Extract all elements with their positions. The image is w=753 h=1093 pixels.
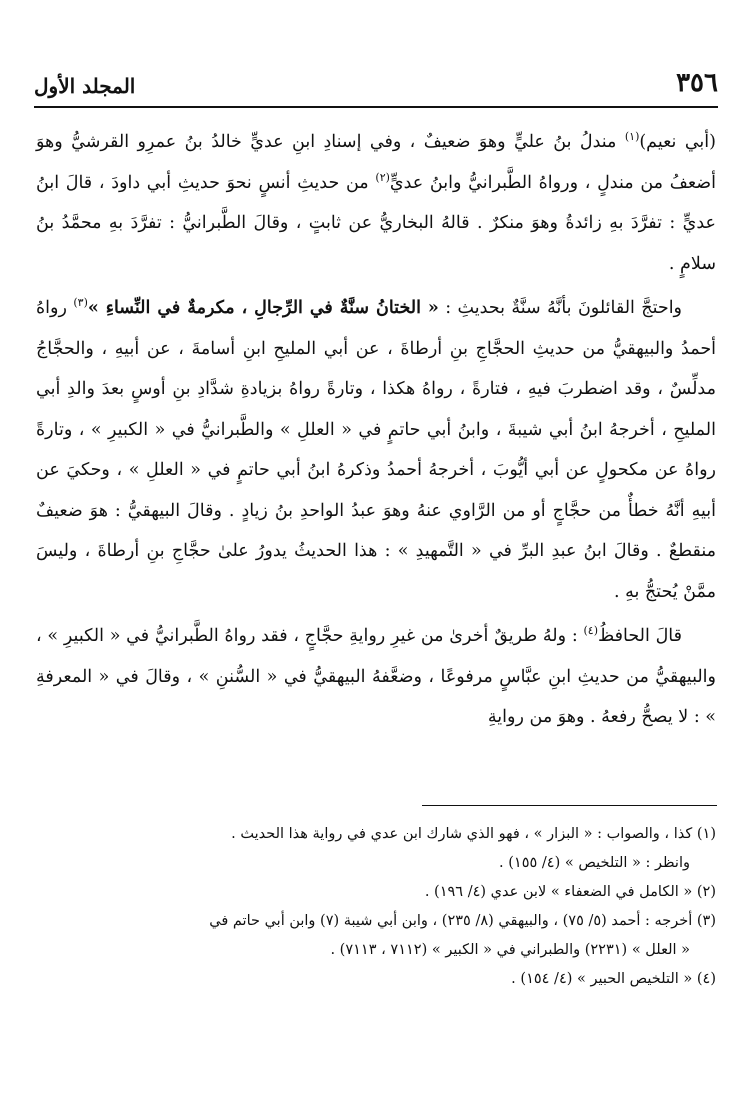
footnote-ref-3: (٣) (73, 296, 88, 310)
page-header (34, 62, 718, 108)
footnote-1: (١) كذا ، والصواب : « البزار » ، فهو الذي شارك ابن عدي في رواية هذا الحديث . وانظر : « التلخيص » (٤/ ١٥٥) . (231, 826, 716, 871)
footnote-divider (422, 805, 717, 806)
page-number: ٣٥٦ (676, 68, 718, 98)
footnote-ref-4: (٤) (583, 624, 599, 638)
footnote-ref-1: (١) (624, 130, 640, 144)
footnotes (36, 820, 716, 994)
hadith-quote: « الختانُ سنَّةٌ في الرِّجالِ ، مكرمةٌ في النِّساءِ » (87, 298, 439, 318)
footnote-2: (٢) « الكامل في الضعفاء » لابن عدي (٤/ ١٩٦) . (424, 884, 716, 900)
main-text (36, 122, 716, 738)
volume-title: المجلد الأول (34, 74, 136, 98)
footnote-ref-2: (٢) (375, 170, 390, 184)
paragraph-3: قالَ الحافظُ$^{(٤)}$ : ولهُ طريقٌ أخرىٰ من غيرِ روايةِ حجَّاجٍ ، فقد رواهُ الطَّبرانيُّ في « الكبيرِ » ، والبيهقيُّ من حديثِ ابنِ عبَّاسٍ مرفوعًا ، وضعَّفهُ البيهقيُّ في « السُّننِ » ، وقالَ في « المعرفةِ » : لا يصحُّ رفعهُ . وهوَ من روايةِ (36, 624, 716, 727)
paragraph-2: واحتجَّ القائلونَ بأنَّهُ سنَّةٌ بحديثِ : « الختانُ سنَّةٌ في الرِّجالِ ، مكرمةٌ في النِّساءِ »$^{(٣)}$ رواهُ أحمدُ والبيهقيُّ من حديثِ الحجَّاجِ بنِ أرطاةَ ، عن أبي المليحِ ابنِ أسامةَ ، عن أبيهِ ، والحجَّاجُ مدلِّسٌ ، وقد اضطربَ فيهِ ، فتارةً ، رواهُ هكذا ، وتارةً رواهُ بزيادةِ شدَّادِ بنِ أوسٍ بعدَ والدِ أبي المليحِ ، أخرجهُ ابنُ أبي شيبةَ ، وابنُ أبي حاتمٍ في « العللِ » والطَّبرانيُّ في « الكبيرِ » ، وتارةً رواهُ عن مكحولٍ عن أبي أيُّوبَ ، أخرجهُ أحمدُ وذكرهُ ابنُ أبي حاتمٍ في « العللِ » ، وحكيَ عن أبيهِ أنَّهُ خطأٌ من حجَّاجٍ أو من الرَّاوي عنهُ وهوَ عبدُ الواحدِ بنُ زيادٍ . وقالَ البيهقيُّ : هوَ ضعيفٌ منقطعٌ . وقالَ ابنُ عبدِ البرِّ في « التَّمهيدِ » : هذا الحديثُ يدورُ علىٰ حجَّاجِ بنِ أرطاةَ ، وليسَ ممَّنْ يُحتجُّ بهِ . (36, 296, 716, 602)
paragraph-1: (أبي نعيم)$^{(١)}$ مندلُ بنُ عليٍّ وهوَ ضعيفٌ ، وفي إسنادِ ابنِ عديٍّ خالدُ بنُ عمرِو القرشيُّ وهوَ أضعفُ من مندلٍ ، ورواهُ الطَّبرانيُّ وابنُ عديٍّ$^{(٢)}$ من حديثِ أنسٍ نحوَ حديثِ أبي داودَ ، قالَ ابنُ عديٍّ : تفرَّدَ بهِ زائدةُ وهوَ منكرٌ . قالهُ البخاريُّ عن ثابتٍ ، وقالَ الطَّبرانيُّ : تفرَّدَ بهِ محمَّدُ بنُ سلامٍ . (36, 130, 716, 274)
footnote-4: (٤) « التلخيص الحبير » (٤/ ١٥٤) . (511, 971, 716, 987)
footnote-3: (٣) أخرجه : أحمد (٥/ ٧٥) ، والبيهقي (٨/ ٢٣٥) ، وابن أبي شيبة (٧) وابن أبي حاتم في « العلل » (٢٢٣١) والطبراني في « الكبير » (٧١١٢ ، ٧١١٣) . (209, 913, 716, 958)
